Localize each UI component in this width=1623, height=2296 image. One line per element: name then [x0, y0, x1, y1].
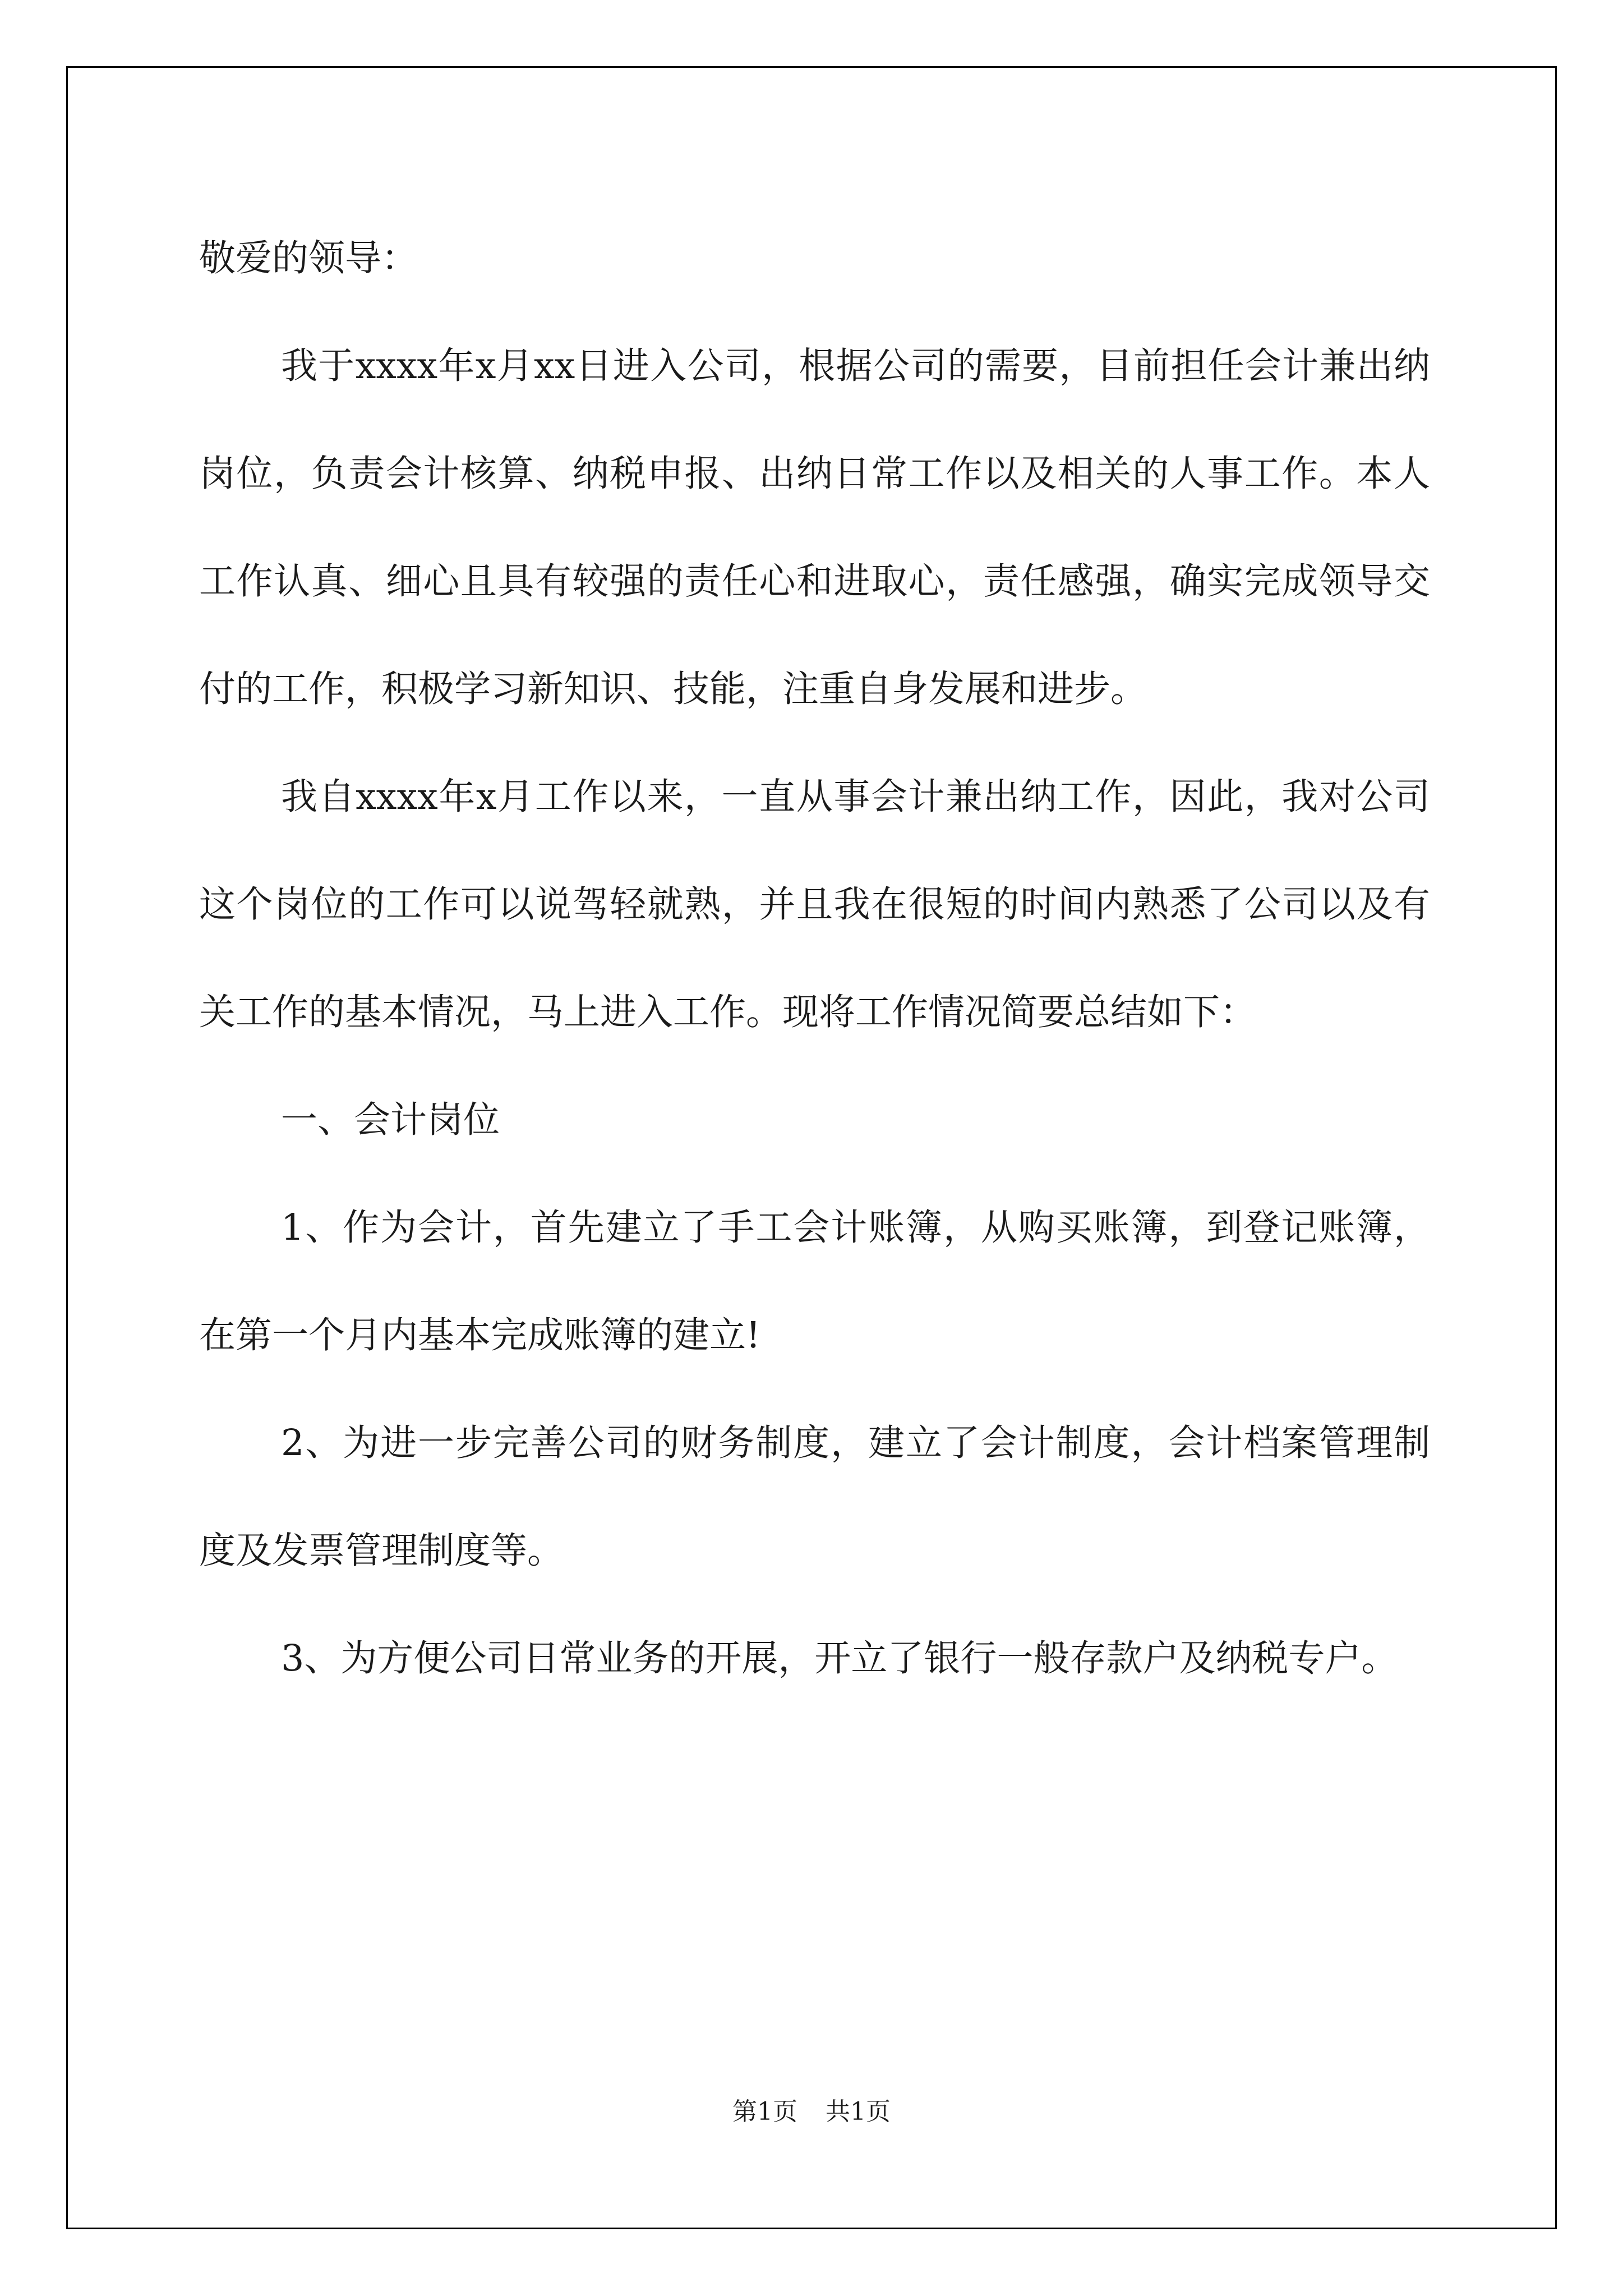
page-footer [0, 2095, 1623, 2129]
paragraph-item-1: 1、作为会计，首先建立了手工会计账簿，从购买账簿，到登记账簿，在第一个月内基本完成账簿的建立! [199, 1207, 1430, 1356]
paragraph-item-3: 3、为方便公司日常业务的开展，开立了银行一般存款户及纳税专户。 [281, 1637, 1398, 1680]
paragraph-intro: 我于xxxx年x月xx日进入公司，根据公司的需要，目前担任会计兼出纳岗位，负责会计核算、纳税申报、出纳日常工作以及相关的人事工作。本人工作认真、细心且具有较强的责任心和进取心，责任感强，确实完成领导交付的工作，积极学习新知识、技能，注重自身发展和进步。 [199, 345, 1430, 710]
page-total: 共1页 [826, 2097, 891, 2126]
salutation: 敬爱的领导： [199, 237, 418, 279]
paragraph-experience: 我自xxxx年x月工作以来，一直从事会计兼出纳工作，因此，我对公司这个岗位的工作可以说驾轻就熟，并且我在很短的时间内熟悉了公司以及有关工作的基本情况，马上进入工作。现将工作情况简要总结如下： [199, 776, 1430, 1033]
section-heading-accounting: 一、会计岗位 [281, 1099, 500, 1141]
document-body [199, 205, 1430, 1713]
paragraph-item-2: 2、为进一步完善公司的财务制度，建立了会计制度，会计档案管理制度及发票管理制度等。 [199, 1422, 1430, 1572]
page-number: 第1页 [732, 2097, 797, 2126]
